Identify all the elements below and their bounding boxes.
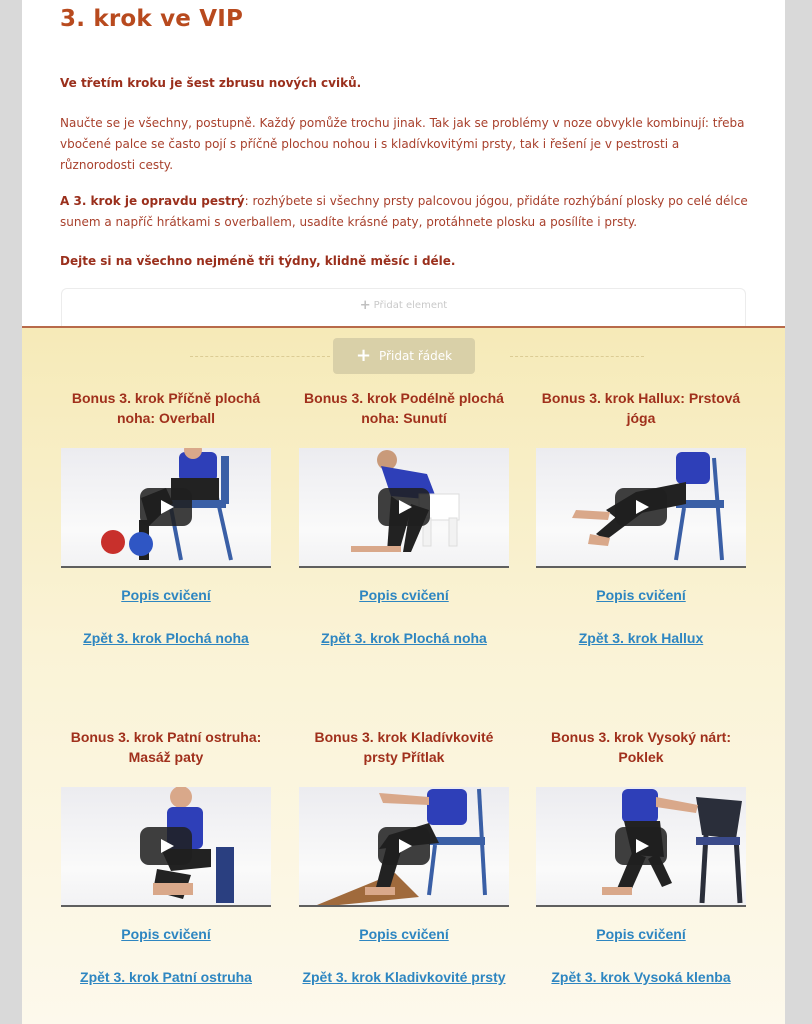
intro-lead: Ve třetím kroku je šest zbrusu nových cviků. <box>60 76 362 90</box>
page-title: 3. krok ve VIP <box>60 6 244 32</box>
back-step-link[interactable]: Zpět 3. krok Kladivkovité prsty <box>302 969 506 985</box>
video-thumbnail[interactable] <box>61 787 271 907</box>
intro-paragraph-variety <box>60 191 750 233</box>
exercise-description-link[interactable]: Popis cvičení <box>359 587 449 603</box>
exercise-description-link[interactable]: Popis cvičení <box>596 926 686 942</box>
bonus-section <box>22 326 785 1024</box>
plus-icon: + <box>359 298 371 313</box>
video-thumbnail[interactable] <box>61 448 271 568</box>
back-step-link[interactable]: Zpět 3. krok Vysoká klenba <box>551 969 731 985</box>
back-step-link[interactable]: Zpět 3. krok Hallux <box>578 630 704 646</box>
video-thumbnail[interactable] <box>299 787 509 907</box>
exercise-card <box>299 727 509 985</box>
card-title: Bonus 3. krok Příčně plochá noha: Overball <box>71 390 261 426</box>
row-divider-right <box>510 356 644 357</box>
add-element-button[interactable] <box>61 288 746 328</box>
play-icon[interactable] <box>140 488 192 526</box>
exercise-card <box>536 727 746 985</box>
exercise-card <box>299 388 509 646</box>
card-title: Bonus 3. krok Hallux: Prstová jóga <box>541 390 741 426</box>
play-icon[interactable] <box>615 488 667 526</box>
exercise-card <box>61 727 271 985</box>
intro-paragraph: Naučte se je všechny, postupně. Každý pomůže trochu jinak. Tak jak se problémy v noze obvykle kombinují: třeba vbočené palce se často pojí s příčně plochou nohou i s kladívkovitými prsty, tak i řešení je v pestrosti a různorodosti cesty. <box>60 116 745 172</box>
row-divider-left <box>190 356 330 357</box>
plus-icon: + <box>355 345 372 366</box>
add-element-label: Přidat element <box>373 300 448 311</box>
card-title: Bonus 3. krok Patní ostruha: Masáž paty <box>70 729 262 765</box>
variety-rest: : rozhýbete si všechny prsty palcovou jógou, přidáte rozhýbání plosky po celé délce sunem a napříč hrátkami s overballem, usadíte krásné paty, protáhnete plosku a posílíte i prsty. <box>60 194 748 229</box>
intro-section <box>22 0 785 327</box>
back-step-link[interactable]: Zpět 3. krok Plochá noha <box>321 630 487 646</box>
play-icon[interactable] <box>140 827 192 865</box>
video-thumbnail[interactable] <box>536 787 746 907</box>
play-icon[interactable] <box>378 488 430 526</box>
add-row-button[interactable] <box>333 338 475 374</box>
exercise-description-link[interactable]: Popis cvičení <box>121 926 211 942</box>
card-title: Bonus 3. krok Kladívkovité prsty Přítlak <box>314 729 494 765</box>
card-title: Bonus 3. krok Podélně plochá noha: Sunutí <box>304 390 504 426</box>
add-row-label: Přidat řádek <box>379 349 453 363</box>
back-step-link[interactable]: Zpět 3. krok Plochá noha <box>83 630 249 646</box>
play-icon[interactable] <box>615 827 667 865</box>
back-step-link[interactable]: Zpět 3. krok Patní ostruha <box>80 969 252 985</box>
exercise-card <box>61 388 271 646</box>
play-icon[interactable] <box>378 827 430 865</box>
intro-duration: Dejte si na všechno nejméně tři týdny, klidně měsíc i déle. <box>60 254 456 268</box>
exercise-description-link[interactable]: Popis cvičení <box>359 926 449 942</box>
exercise-description-link[interactable]: Popis cvičení <box>121 587 211 603</box>
content-page <box>22 0 785 1024</box>
video-thumbnail[interactable] <box>536 448 746 568</box>
video-thumbnail[interactable] <box>299 448 509 568</box>
variety-bold: A 3. krok je opravdu pestrý <box>60 194 245 208</box>
card-title: Bonus 3. krok Vysoký nárt: Poklek <box>551 729 731 765</box>
exercise-description-link[interactable]: Popis cvičení <box>596 587 686 603</box>
exercise-card <box>536 388 746 646</box>
